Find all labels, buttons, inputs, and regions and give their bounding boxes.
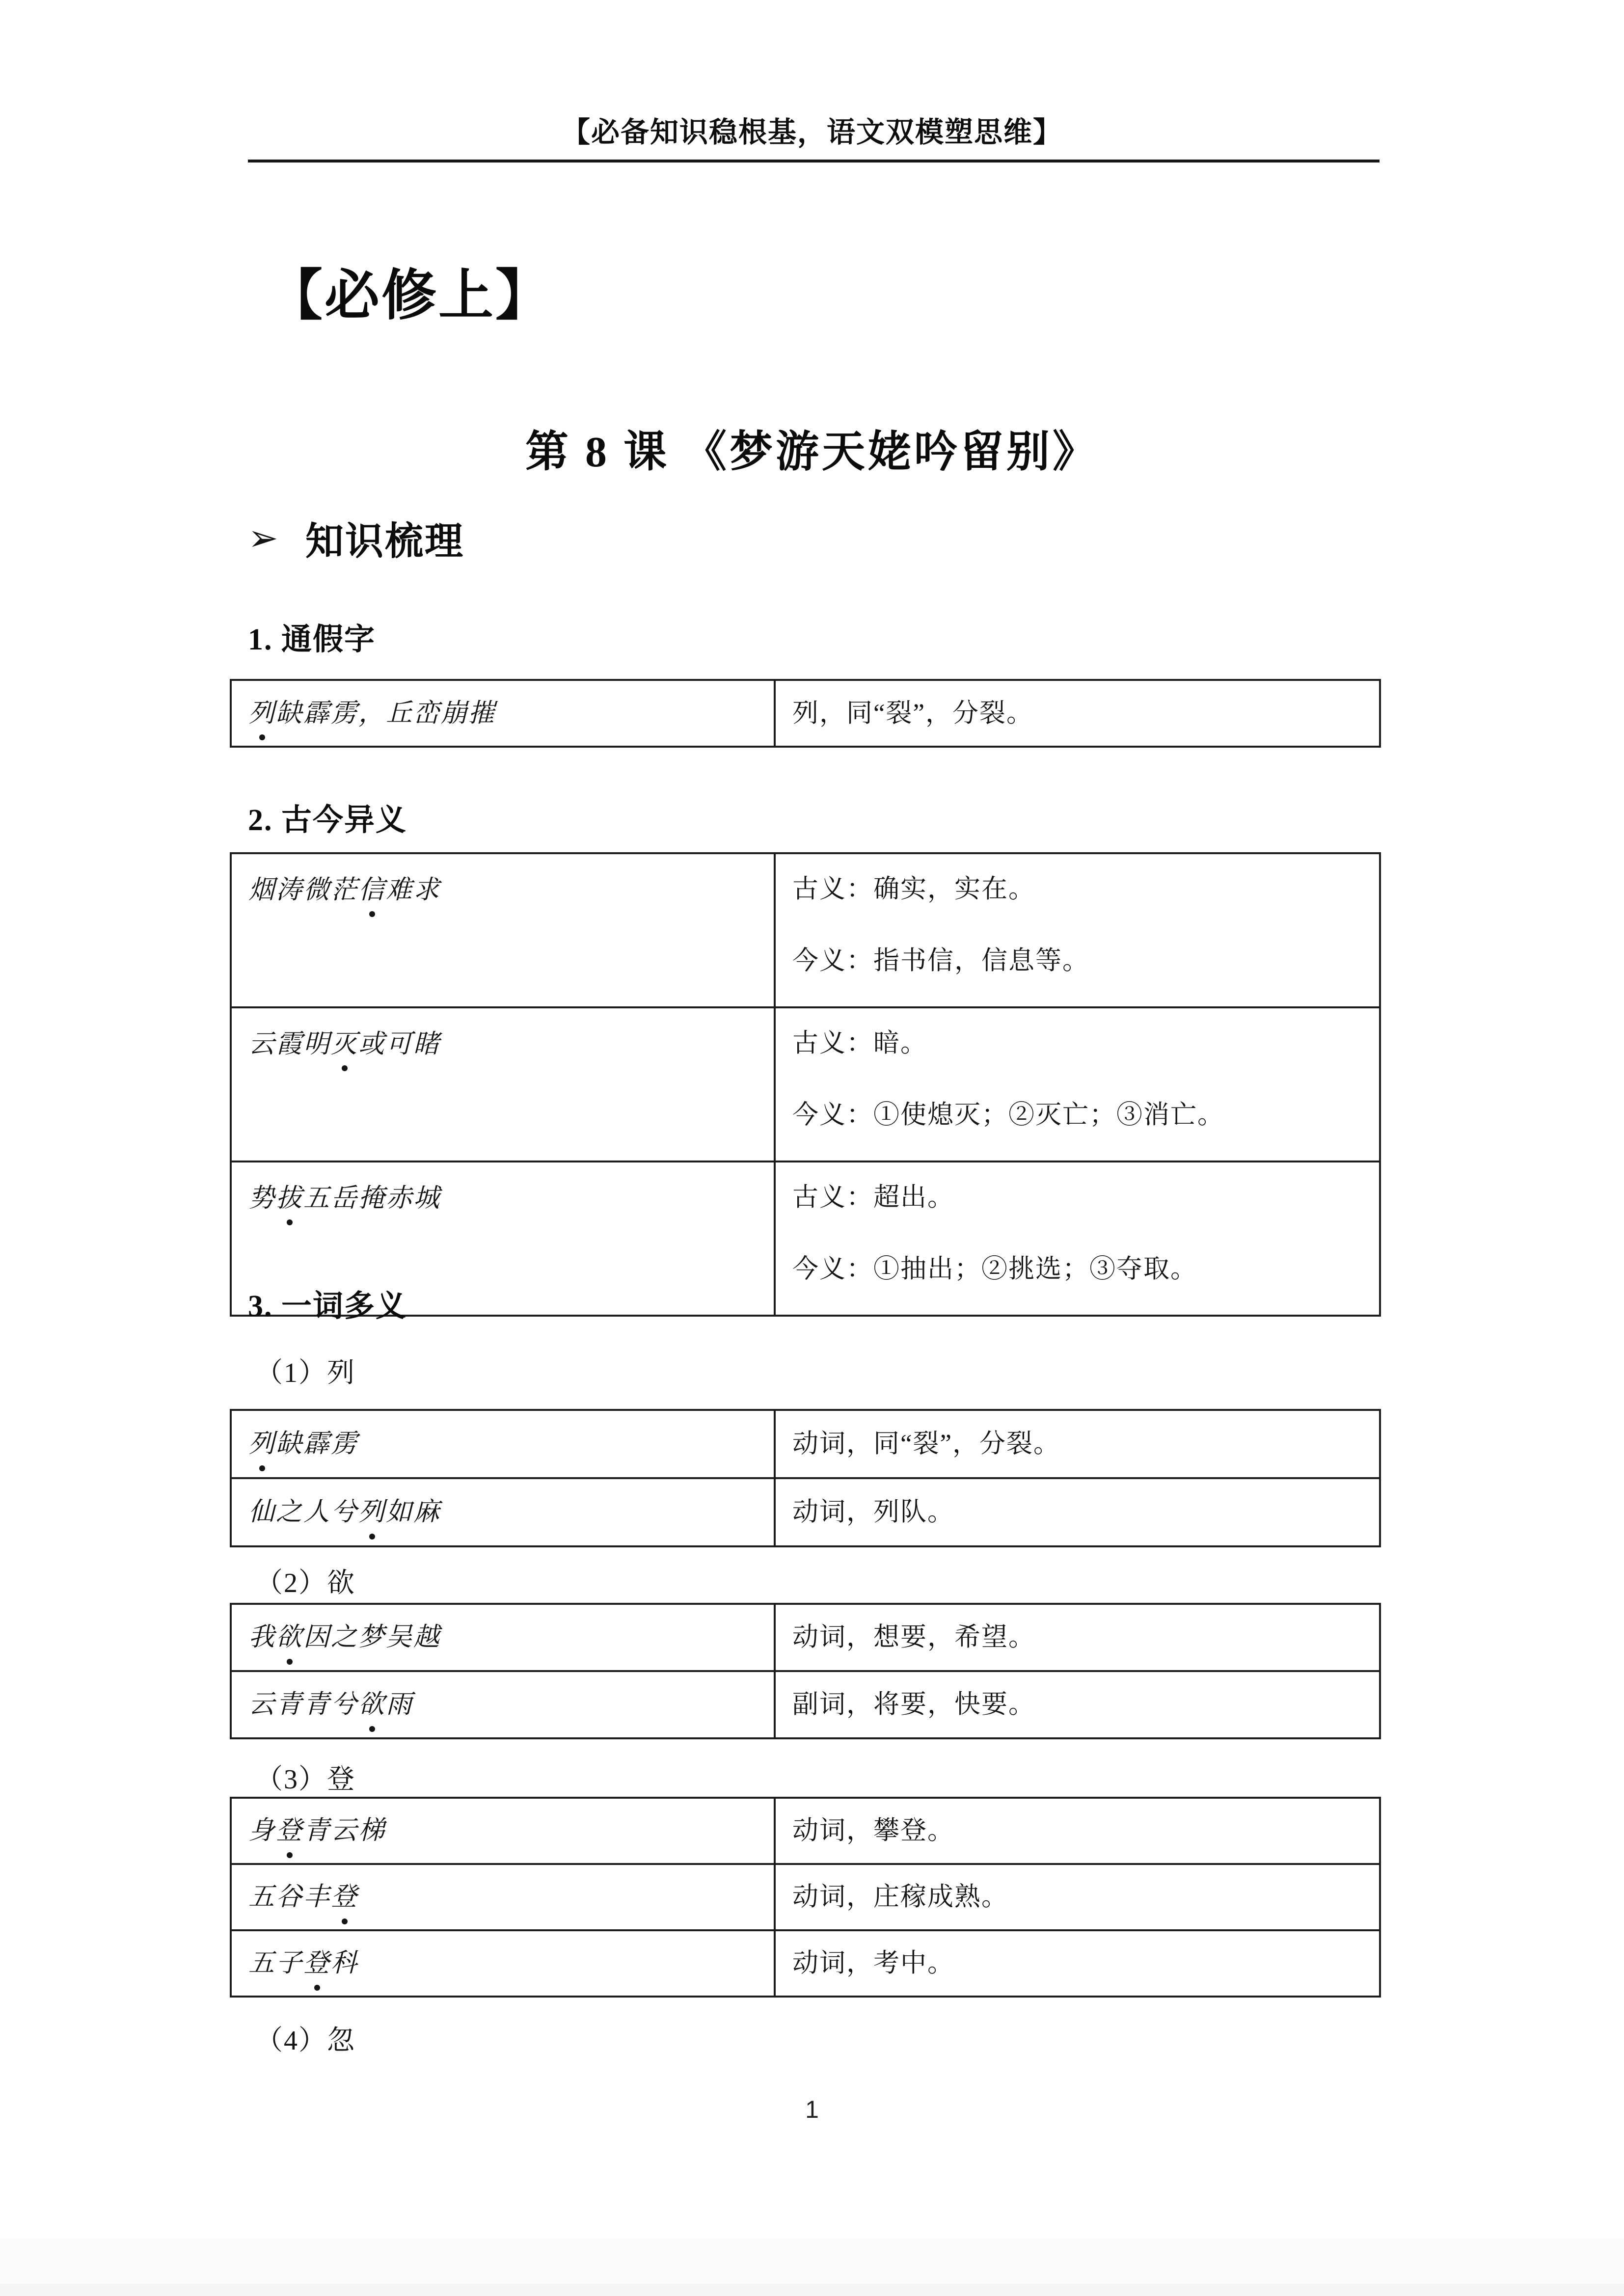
modern-meaning: 今义：指书信，信息等。 <box>792 946 1089 975</box>
table-lie <box>230 1409 1381 1547</box>
ancient-meaning: 古义：超出。 <box>792 1183 954 1212</box>
ancient-meaning: 古义：确实，实在。 <box>792 875 1035 903</box>
ancient-meaning: 古义：暗。 <box>792 1029 927 1057</box>
heading-tongjiazi: 1. 通假字 <box>248 623 376 656</box>
meaning-cell: 动词，攀登。 <box>775 1798 1380 1864</box>
phrase-cell <box>231 1410 775 1478</box>
phrase-pre: 五谷丰 <box>248 1883 331 1912</box>
sub-label-hu: （4）忽 <box>255 2026 355 2056</box>
phrase-post: 科 <box>331 1949 358 1978</box>
meaning-cell <box>775 1007 1380 1162</box>
book-title: 【必修上】 <box>268 266 552 326</box>
phrase-post: 青云梯 <box>303 1816 386 1845</box>
table-row <box>231 1410 1380 1478</box>
phrase-post: 雨 <box>386 1690 413 1719</box>
table-tongjiazi <box>230 679 1381 748</box>
phrase-post: 或可睹 <box>358 1030 441 1058</box>
phrase-post: 如麻 <box>386 1498 441 1527</box>
phrase-pre: 五子 <box>248 1949 303 1978</box>
phrase-emphasized: 列 <box>248 697 276 729</box>
meaning-cell <box>775 1162 1380 1316</box>
meaning-cell: 副词，将要，快要。 <box>775 1671 1380 1738</box>
meaning-cell: 列，同“裂”，分裂。 <box>775 680 1380 747</box>
table-gujinyiyi <box>230 852 1381 1317</box>
header-rule <box>248 160 1380 162</box>
meaning-cell: 动词，同“裂”，分裂。 <box>775 1410 1380 1478</box>
modern-meaning: 今义：①使熄灭；②灭亡；③消亡。 <box>792 1101 1224 1130</box>
phrase-emphasized: 灭 <box>331 1028 358 1060</box>
phrase-cell <box>231 680 775 747</box>
phrase-emphasized: 登 <box>303 1947 331 1979</box>
phrase-emphasized: 欲 <box>358 1688 386 1721</box>
page-bottom-shade <box>0 2239 1624 2284</box>
table-yu <box>230 1603 1381 1739</box>
table-row <box>231 1930 1380 1997</box>
sub-label-yu: （2）欲 <box>255 1568 355 1598</box>
table-deng <box>230 1797 1381 1998</box>
phrase-pre: 云青青兮 <box>248 1690 358 1719</box>
phrase-cell <box>231 1007 775 1162</box>
sub-label-deng: （3）登 <box>255 1764 355 1795</box>
page-number: 1 <box>805 2096 819 2123</box>
table-row <box>231 1671 1380 1738</box>
table-row <box>231 853 1380 1007</box>
phrase-emphasized: 列 <box>248 1428 276 1460</box>
lesson-title: 第 8 课 《梦游天姥吟留别》 <box>525 429 1099 476</box>
heading-yiciduoyi: 3. 一词多义 <box>248 1290 407 1323</box>
meaning-cell: 动词，庄稼成熟。 <box>775 1864 1380 1930</box>
phrase-emphasized: 列 <box>358 1496 386 1528</box>
table-row <box>231 680 1380 747</box>
sub-label-lie: （1）列 <box>255 1358 355 1388</box>
modern-meaning: 今义：①抽出；②挑选；③夺取。 <box>792 1255 1197 1284</box>
arrow-bullet-icon: ➢ <box>248 517 279 559</box>
phrase-emphasized: 拔 <box>276 1182 303 1215</box>
table-row <box>231 1864 1380 1930</box>
phrase-post: 因之梦吴越 <box>303 1623 441 1652</box>
meaning-cell: 动词，考中。 <box>775 1930 1380 1997</box>
phrase-pre: 仙之人兮 <box>248 1498 358 1527</box>
meaning-cell: 动词，想要，希望。 <box>775 1604 1380 1671</box>
phrase-cell <box>231 1671 775 1738</box>
phrase-cell <box>231 853 775 1007</box>
table-row <box>231 1478 1380 1546</box>
phrase-cell <box>231 1798 775 1864</box>
phrase-post: 难求 <box>386 876 441 904</box>
phrase-emphasized: 登 <box>276 1814 303 1847</box>
phrase-emphasized: 欲 <box>276 1621 303 1653</box>
page-bottom-edge <box>0 2284 1624 2296</box>
phrase-cell <box>231 1478 775 1546</box>
header-banner: 【必备知识稳根基，语文双模塑思维】 <box>561 116 1062 148</box>
meaning-cell: 动词，列队。 <box>775 1478 1380 1546</box>
phrase-post: 五岳掩赤城 <box>303 1184 441 1213</box>
table-row <box>231 1007 1380 1162</box>
phrase-pre: 我 <box>248 1623 276 1652</box>
knowledge-heading-label: 知识梳理 <box>305 520 465 563</box>
phrase-post: 缺霹雳 <box>276 1430 358 1459</box>
phrase-cell <box>231 1930 775 1997</box>
phrase-pre: 势 <box>248 1184 276 1213</box>
phrase-cell <box>231 1604 775 1671</box>
phrase-cell <box>231 1864 775 1930</box>
phrase-pre: 身 <box>248 1816 276 1845</box>
knowledge-heading <box>248 511 464 566</box>
table-row <box>231 1798 1380 1864</box>
phrase-emphasized: 信 <box>358 874 386 906</box>
phrase-pre: 云霞明 <box>248 1030 331 1058</box>
meaning-cell <box>775 853 1380 1007</box>
table-row <box>231 1604 1380 1671</box>
phrase-post: 缺霹雳，丘峦崩摧 <box>276 699 496 728</box>
heading-gujinyiyi: 2. 古今异义 <box>248 804 407 837</box>
phrase-pre: 烟涛微茫 <box>248 876 358 904</box>
phrase-emphasized: 登 <box>331 1881 358 1913</box>
